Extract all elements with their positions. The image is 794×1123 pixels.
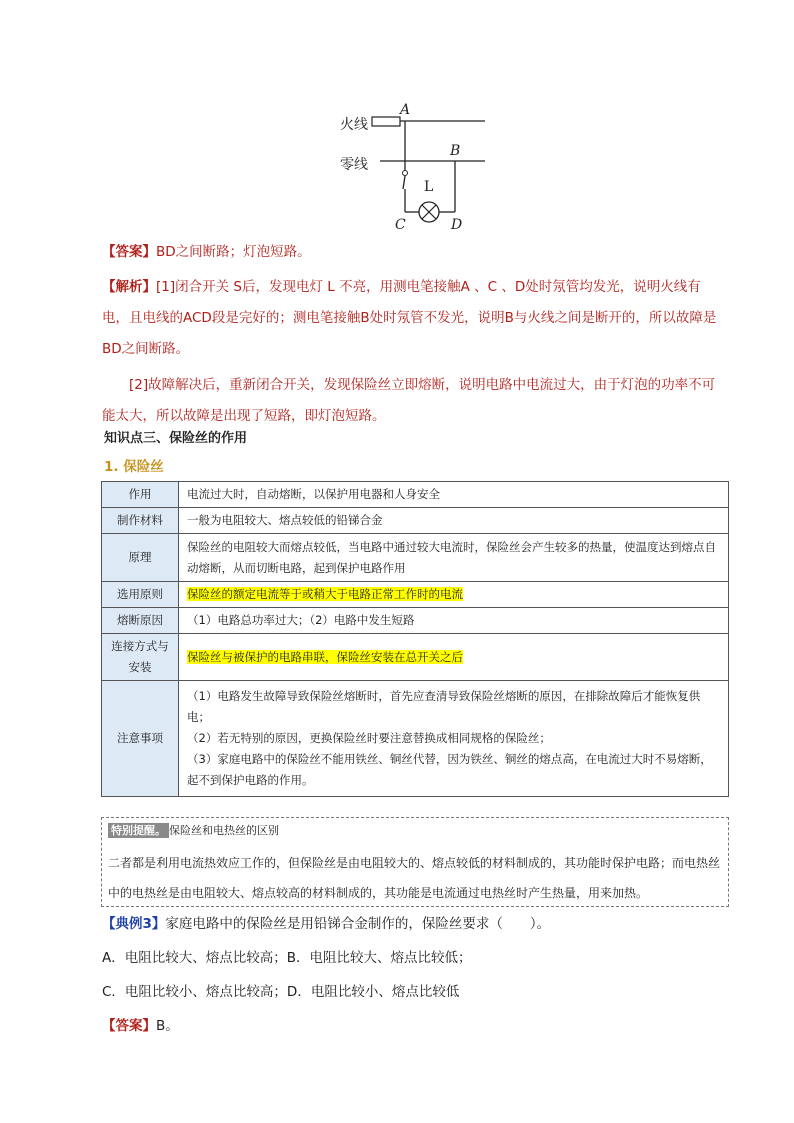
row-value [179,582,729,608]
table-row [102,608,729,634]
highlighted-text: 保险丝的额定电流等于或稍大于电路正常工作时的电流 [187,587,463,601]
analysis-paragraph-2: [2]故障解决后，重新闭合开关，发现保险丝立即熔断，说明电路中电流过大，由于灯泡的功率不可能太大，所以故障是出现了短路，即灯泡短路。 [102,377,716,424]
point-a-label: A [400,102,411,118]
reminder-title: 保险丝和电热丝的区别 [169,824,279,837]
example-question: 家庭电路中的保险丝是用铅锑合金制作的，保险丝要求（ ）。 [165,916,551,932]
row-key: 制作材料 [102,508,179,534]
row-key: 熔断原因 [102,608,179,634]
fuse-symbol [372,117,400,126]
note-line: （1）电路发生故障导致保险丝熔断时，首先应查清导致保险丝熔断的原因，在排除故障后才能恢复供电； [187,689,701,724]
example-3-answer [102,1014,179,1034]
row-key: 作用 [102,482,179,508]
options-c-d: C．电阻比较小、熔点比较高；D．电阻比较小、熔点比较低 [102,984,460,1000]
analysis-text-1: [1]闭合开关 S后，发现电灯 L 不亮，用测电笔接触A 、C 、D处时氖管均发光，说明火线有电，且电线的ACD段是完好的；测电笔接触B处时氖管不发光，说明B与火线之间是断开的，所以故障是BD之间断路。 [102,279,717,357]
row-value [179,681,729,797]
reminder-body: 二者都是利用电流热效应工作的，但保险丝是由电阻较大的、熔点较低的材料制成的，其功能时保护电路；而电热丝中的电热丝是由电阻较大、熔点较高的材料制成的，其功能是电流通过电热丝时产生热量，用来加热。 [108,856,721,900]
table-row [102,508,729,534]
analysis-tag: 【解析】 [102,279,156,295]
point-c-label: C [395,217,406,233]
row-value: 电流过大时，自动熔断，以保护用电器和人身安全 [179,482,729,508]
neutral-wire-label: 零线 [340,157,368,173]
lamp-label: L [424,179,434,195]
switch-arm [403,176,405,189]
answer-tag: 【答案】 [102,244,156,260]
table-row [102,534,729,582]
answer-text: BD之间断路；灯泡短路。 [156,244,311,260]
circuit-diagram [330,100,500,235]
reminder-header [108,822,279,838]
row-value: 保险丝的电阻较大而熔点较低，当电路中通过较大电流时，保险丝会产生较多的热量，使温度达到熔点自动熔断，从而切断电路，起到保护电路作用 [179,534,729,582]
note-line: （3）家庭电路中的保险丝不能用铁丝、铜丝代替，因为铁丝、铜丝的熔点高，在电流过大时不易熔断，起不到保护电路的作用。 [187,752,712,787]
example-3-stem [102,912,550,932]
table-row [102,634,729,681]
reminder-badge: 特别提醒。 [108,823,169,838]
fuse-info-table [101,481,729,797]
live-wire-label: 火线 [340,117,368,133]
highlighted-text: 保险丝与被保护的电路串联，保险丝安装在总开关之后 [187,649,463,664]
row-key: 原理 [102,534,179,582]
answer-tag: 【答案】 [102,1018,156,1034]
options-a-b: A．电阻比较大、熔点比较高；B．电阻比较大、熔点比较低； [102,950,472,966]
point-d-label: D [451,217,463,233]
answer-value: B。 [156,1018,179,1034]
analysis-paragraph-1 [102,272,722,365]
row-key: 注意事项 [102,681,179,797]
special-reminder-box [101,817,729,907]
table-row [102,681,729,797]
row-key: 选用原则 [102,582,179,608]
table-row [102,482,729,508]
table-row [102,582,729,608]
row-value [179,634,729,681]
answer-1 [102,236,722,268]
knowledge-point-heading: 知识点三、保险丝的作用 [104,431,248,446]
row-key: 连接方式与安装 [102,634,179,681]
section-heading-fuse: 1. 保险丝 [104,459,164,475]
example-tag: 【典例3】 [102,916,166,932]
row-value: （1）电路总功率过大；（2）电路中发生短路 [179,608,729,634]
row-value: 一般为电阻较大、熔点较低的铅锑合金 [179,508,729,534]
switch-symbol [403,171,408,176]
note-line: （2）若无特别的原因，更换保险丝时要注意替换成相同规格的保险丝； [187,731,551,745]
point-b-label: B [450,143,461,159]
